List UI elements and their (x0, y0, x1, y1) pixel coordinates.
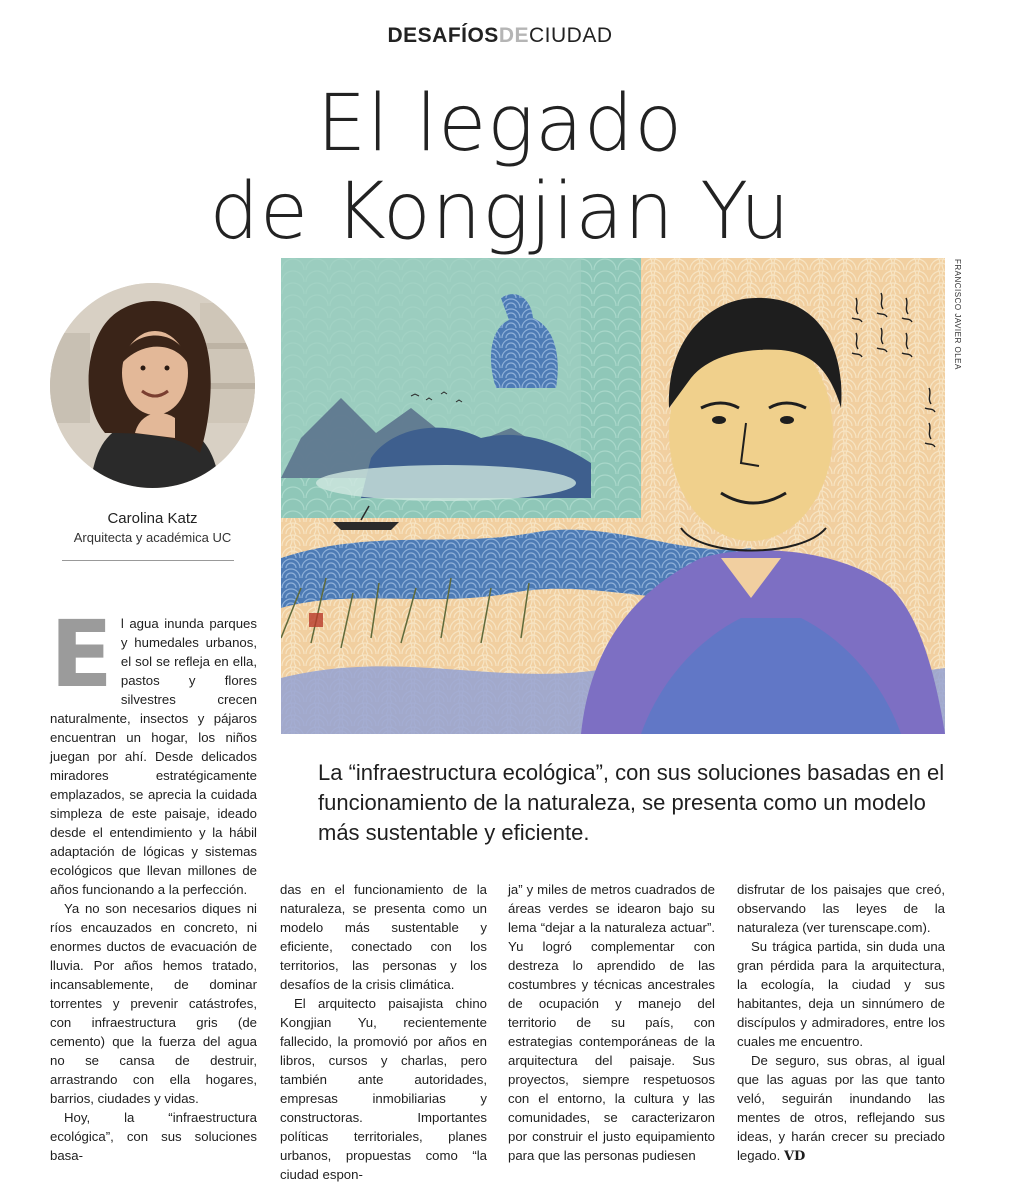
paragraph: Ya no son necesarios diques ni ríos encauzados en concreto, ni enormes ductos de evacuación de lluvia. Por años hemos tratado, incansablemente, de dominar torrentes y prevenir catástrofes, con infraestructura gris (de cemento) que la fuerza del agua no se cansa de destruir, arrastrando con ella hogares, barrios, ciudades y vidas. (50, 901, 257, 1106)
drop-cap: E (50, 601, 113, 708)
headline-line2: de Kongjian Yu (209, 167, 791, 257)
body-column-4 (737, 880, 945, 1166)
illustration (281, 258, 945, 734)
photo-credit-text: FRANCISCO JAVIER OLEA (953, 259, 962, 370)
section-tag-part1: DESAFÍOS (387, 24, 499, 47)
author-role: Arquitecta y académica UC (73, 530, 232, 545)
author-name: Carolina Katz (107, 510, 198, 527)
paragraph-text: l agua inunda parques y humedales urbanos, el sol se refleja en ella, pastos y flores silvestres crecen naturalmente, insectos y pájaros encuentran un hogar, los niños juegan por ahí. Desde delicados miradores estratégicamente emplazados, se aprecia la cuidada simpleza de este paisaje, ideado desde el entendimiento y la hábil adaptación de lógicas y sistemas ecológicos que llevan millones de años funcionando a la perfección. (50, 616, 257, 897)
paragraph (737, 1051, 945, 1166)
headline-line1: El legado (316, 79, 684, 169)
body-column-3 (508, 880, 715, 1165)
paragraph: ja” y miles de metros cuadrados de áreas verdes se idearon bajo su lema “dejar a la naturaleza actuar”. Yu logró complementar con destreza lo aprendido de las costumbres y técnicas ancestrales de ocupación y manejo del territorio de su país, con estrategias contemporáneas de la arquitectura del paisaje. Sus proyectos, siempre respetuosos con el entorno, la cultura y las comunidades, se caracterizaron por construir el justo equipamiento para que las personas pudiesen (508, 882, 715, 1163)
headline (0, 80, 1000, 256)
paragraph: Su trágica partida, sin duda una gran pérdida para la arquitectura, la ecología, la ciudad y sus habitantes, deja un sinnúmero de discípulos y admiradores, entre los cuales me encuentro. (737, 939, 945, 1049)
paragraph: El arquitecto paisajista chino Kongjian Yu, recientemente fallecido, la promovió por años en libros, cursos y charlas, pero también ante autoridades, empresas inmobiliarias y constructoras. Importantes políticas territoriales, planes urbanos, propuestas como “la ciudad espon- (280, 996, 487, 1182)
kongjian-yu-illustration (281, 258, 945, 734)
section-tag-part3: CIUDAD (529, 24, 613, 47)
author-portrait (50, 283, 255, 488)
paragraph: das en el funcionamiento de la naturaleza, se presenta como un modelo más sustentable y eficiente, conectado con los territorios, las personas y los desafíos de la crisis climática. (280, 882, 487, 992)
paragraph: disfrutar de los paisajes que creó, observando las leyes de la naturaleza (ver turenscape.com). (737, 882, 945, 935)
body-column-2 (280, 880, 487, 1184)
section-tag-part2: DE (498, 24, 530, 47)
photo-credit (946, 258, 964, 734)
end-signature: VD (783, 1149, 806, 1164)
paragraph: Hoy, la “infraestructura ecológica”, con sus soluciones basa- (50, 1110, 257, 1163)
section-tag (0, 24, 1000, 48)
author-divider (62, 560, 234, 561)
paragraph-text: De seguro, sus obras, al igual que las aguas por las que tanto veló, seguirán inundando las mentes de otros, reflejando sus ideas, y harán crecer su preciado legado. (737, 1053, 945, 1163)
paragraph (50, 601, 257, 899)
pull-quote: La “infraestructura ecológica”, con sus soluciones basadas en el funcionamiento de la naturaleza, se presenta como un modelo más sustentable y eficiente. (318, 760, 945, 845)
body-column-1 (50, 601, 257, 1165)
author-photo (50, 283, 255, 488)
